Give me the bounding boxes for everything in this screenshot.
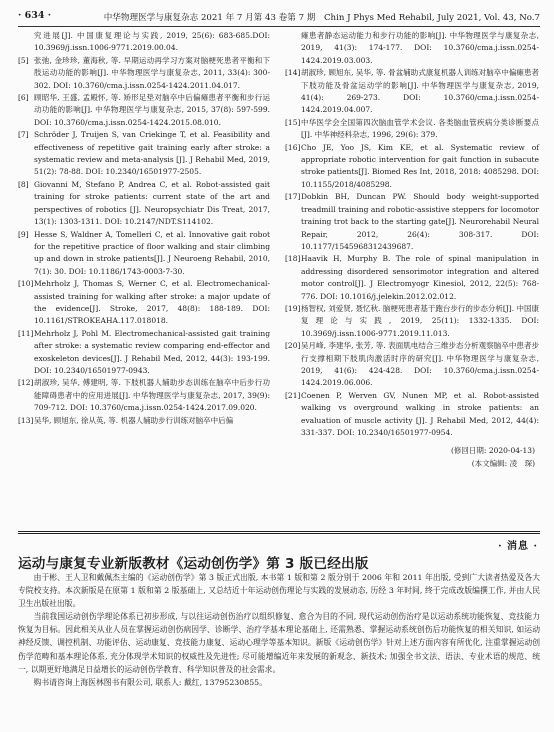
news-paragraph: 由于彬、王人卫和戴佩杰主编的《运动创伤学》第 3 版正式出版, 本书第 1 版和第 2 版分别于 2006 年和 2011 年出版, 受到广大读者热爱及各大专院校支持。本次新版是在原第 1 版和第 2 版基础上, 又总结近十年运动创伤理论与实践的发展动态, 历经 3 年时间, 终于完成改版编撰工作, 并由人民卫生出版社出版。 — [18, 573, 540, 609]
reference-text: 吴华, 顾旭东, 徐从英, 等. 机器人辅助步行训练对脑卒中后偏 — [34, 415, 234, 425]
reference-number: [17] — [285, 192, 301, 202]
reference-text: 胡淑珍, 吴华, 傅建明, 等. 下肢机器人辅助步态训练在脑卒中后步行功能障碍患者中的应用进展[J]. 中华物理医学与康复杂志, 2017, 39(9): 709-712. DOI: 10.3760/cma.j.issn.0254-1424.2017.09.020. — [34, 378, 270, 413]
reference-item — [18, 179, 270, 229]
reference-text: Haavik H, Murphy B. The role of spinal manipulation in addressing disordered sensorimotor integration and altered motor control[J]. J Electromyogr Kinesiol, 2012, 22(5): 768-776. DOI: 10.1016/j.jelekin.2012.02.012. — [301, 254, 539, 301]
reference-number: [10] — [18, 279, 34, 289]
reference-text: Dobkin BH, Duncan PW. Should body weight-supported treadmill training and robotic-assistive steppers for locomotor training trot back to the starting gate[J]. Neurorehabil Neural Repair, 2012, 26(4): 308-317. DOI: 10.1177/1545968312439687. — [301, 192, 539, 251]
reference-number: [12] — [18, 378, 34, 388]
reference-text: Hesse S, Waldner A, Tomelleri C, et al. Innovative gait robot for the repetitive practice of floor walking and stair climbing up and down in stroke patients[J]. J Neuroeng Rehabil, 2010, 7(1): 30. DOI: 10.1186/1743-0003-7-30. — [34, 229, 270, 276]
reference-text: 张弛, 金珍珍, 董海秋, 等. 早期运动再学习方案对脑梗死患者平衡和下肢运动功能的影响[J]. 中华物理医学与康复杂志, 2011, 33(4): 300-302. DOI: 10.3760/cma.j.issn.0254-1424.2011.04.017. — [34, 55, 270, 90]
news-body — [18, 571, 540, 689]
reference-text: Mehrholz J, Thomas S, Werner C, et al. Electromechanical-assisted training for walking after stroke: a major update of the evidence[J]. Stroke, 2017, 48(8): 188-189. DOI: 10.1161/STROKEAHA.117.018018. — [34, 279, 270, 326]
reference-item — [18, 415, 270, 427]
reference-text: Coenen P, Werven GV, Nunen MP, et al. Robot-assisted walking vs overground walking in stroke patients: an evaluation of muscle activity [J]. J Rehabil Med, 2012, 44(4): 331-337. DOI: 10.2340/16501977-0954. — [301, 390, 539, 437]
references-right-column — [285, 30, 539, 470]
reference-list — [285, 67, 539, 439]
article-editor: (本文编辑: 凌 琛) — [471, 458, 535, 468]
reference-item — [285, 303, 539, 340]
revised-date: (修回日期: 2020-04-13) — [450, 446, 535, 456]
reference-item — [18, 328, 270, 378]
header-rule — [18, 26, 540, 27]
reference-item — [285, 191, 539, 253]
reference-number: [13] — [18, 415, 34, 425]
news-paragraph: 当前我国运动创伤学理论体系已初步形成, 与以往运动创伤治疗以组织修复、愈合为目的不同, 现代运动创伤治疗是以运动系统功能恢复、竞技能力恢复为目标。因此相关从业人员在掌握运动创伤病因学、诊断学、治疗学基本理论基础上, 还需熟悉、掌握运动系统创伤后功能恢复的相关知识, 如运动神经反馈、调控机制、功能评估、运动康复、竞技能力康复、运动心理学等基本知识。新版《运动创伤学》针对上述方面内容有所优化, 注重掌握运动创伤学范畴和基本理论体系, 充分体现学术知识的权威性及先进性; 尽可能增编近年来发展的新观念、新技术; 加强全书文法、语法、专业术语的规范、统一, 以期更好地满足日益增长的运动创伤学教育、科学知识普及的社会需求。 — [18, 612, 540, 674]
reference-text: Giovanni M, Stefano P, Andrea C, et al. Robot-assisted gait training for stroke patients: current state of the art and perspectives of robotics [J]. Neuropsychiatr Dis Treat, 2017, 13(1): 1303-1311. DOI: 10.2147/NDT.S114102. — [34, 179, 270, 227]
reference-item — [285, 340, 539, 390]
reference-number: [6] — [18, 93, 29, 103]
reference-number: [15] — [285, 117, 301, 127]
reference-number: [21] — [285, 390, 301, 400]
news-paragraph: 购书请咨询上海医林图书有限公司, 联系人: 戴红, 13795230855。 — [33, 677, 267, 687]
reference-number: [8] — [18, 179, 29, 189]
reference-continuation: 究进展[J]. 中国康复理论与实践, 2019, 25(6): 683-685.DOI: 10.3969/j.issn.1006-9771.2019.00.04. — [34, 31, 270, 53]
reference-item — [285, 253, 539, 303]
reference-number: [18] — [285, 254, 301, 264]
page-header — [18, 10, 540, 24]
reference-continuation: 瘫患者静态运动能力和步行功能的影响[J]. 中华物理医学与康复杂志, 2019, 41(3): 174-177. DOI: 10.3760/cma.j.issn.0254-1424.2019.03.003. — [301, 31, 539, 65]
reference-item — [285, 142, 539, 192]
reference-item — [18, 129, 270, 179]
reference-list — [18, 55, 270, 427]
reference-number: [7] — [18, 130, 29, 140]
reference-number: [19] — [285, 303, 301, 313]
reference-item — [18, 278, 270, 328]
reference-text: 顾昭华, 王盛, 孟殿怀, 等. 矫形足垫对脑卒中后偏瘫患者平衡和步行运动功能的影响[J]. 中华物理医学与康复杂志, 2015, 37(8): 597-599. DOI: 10.3760/cma.j.issn.0254-1424.2015.08.010. — [34, 93, 270, 127]
page-number: · 634 · — [18, 10, 52, 21]
running-title: 中华物理医学与康复杂志 2021 年 7 月第 43 卷第 7 期 Chin J Phys Med Rehabil, July 2021, Vol. 43, No.7 — [103, 13, 540, 23]
reference-text: Cho JE, Yoo JS, Kim KE, et al. Systematic review of appropriate robotic intervention for gait function in subacute stroke patients[J]. Biomed Res Int, 2018, 2018: 4085298. DOI: 10.1155/2018/4085298. — [301, 142, 539, 189]
reference-item — [285, 117, 539, 142]
reference-text: Mehrholz J, Pohl M. Electromechanical-assisted gait training after stroke: a systematic review comparing end-effector and exoskeleton devices[J]. J Rehabil Med, 2012, 44(3): 193-199. DOI: 10.2340/16501977-0943. — [34, 328, 270, 375]
reference-item — [18, 377, 270, 414]
reference-number: [9] — [18, 229, 29, 239]
reference-number: [20] — [285, 341, 301, 351]
reference-item — [18, 92, 270, 129]
news-title: 运动与康复专业新版教材《运动创伤学》第 3 版已经出版 — [18, 556, 369, 572]
reference-item — [18, 229, 270, 279]
reference-text: 胡淑珍, 顾旭东, 吴华, 等. 骨盆辅助式康复机器人训练对脑卒中偏瘫患者下肢功能及骨盆运动学的影响[J]. 中华物理医学与康复杂志, 2019, 41(4): 269-273. DOI: 10.3760/cma.j.issn.0254-1424.2019.04.007. — [301, 68, 539, 115]
reference-item — [285, 390, 539, 440]
section-rule — [18, 531, 540, 532]
reference-text: Schröder J, Truijen S, van Criekinge T, et al. Feasibility and effectiveness of repetitive gait training early after stroke: a systematic review and meta-analysis [J]. J Rehabil Med, 2019, 51(2): 78-88. DOI: 10.2340/16501977-2505. — [34, 130, 270, 177]
references-left-column — [18, 30, 270, 427]
reference-number: [11] — [18, 328, 34, 338]
reference-text: 杨智权, 刘爱贤, 聂忆秋. 脑梗死患者基于跑台步行的步态分析[J]. 中国康复理论与实践, 2019, 25(11): 1332-1335. DOI: 10.3969/j.issn.1006-9771.2019.11.013. — [301, 303, 539, 338]
reference-item — [285, 67, 539, 117]
reference-number: [5] — [18, 55, 29, 65]
reference-number: [14] — [285, 68, 301, 78]
reference-item — [18, 55, 270, 92]
reference-number: [16] — [285, 142, 301, 152]
section-rule-thin — [18, 533, 540, 534]
news-tag: · 消息 · — [498, 541, 538, 552]
reference-text: 中华医学会全国第四次脑血管学术会议. 各类脑血管疾病分类诊断要点[J]. 中华神经科杂志, 1996, 29(6): 379. — [301, 117, 539, 140]
reference-text: 吴月峰, 李建华, 张芳, 等. 表面肌电结合三维步态分析观察脑卒中患者步行支撑相期下肢肌肉激活时序的研究[J]. 中华物理医学与康复杂志, 2019, 41(6): 424-428. DOI: 10.3760/cma.j.issn.0254-1424.2019.06.006. — [301, 341, 539, 388]
